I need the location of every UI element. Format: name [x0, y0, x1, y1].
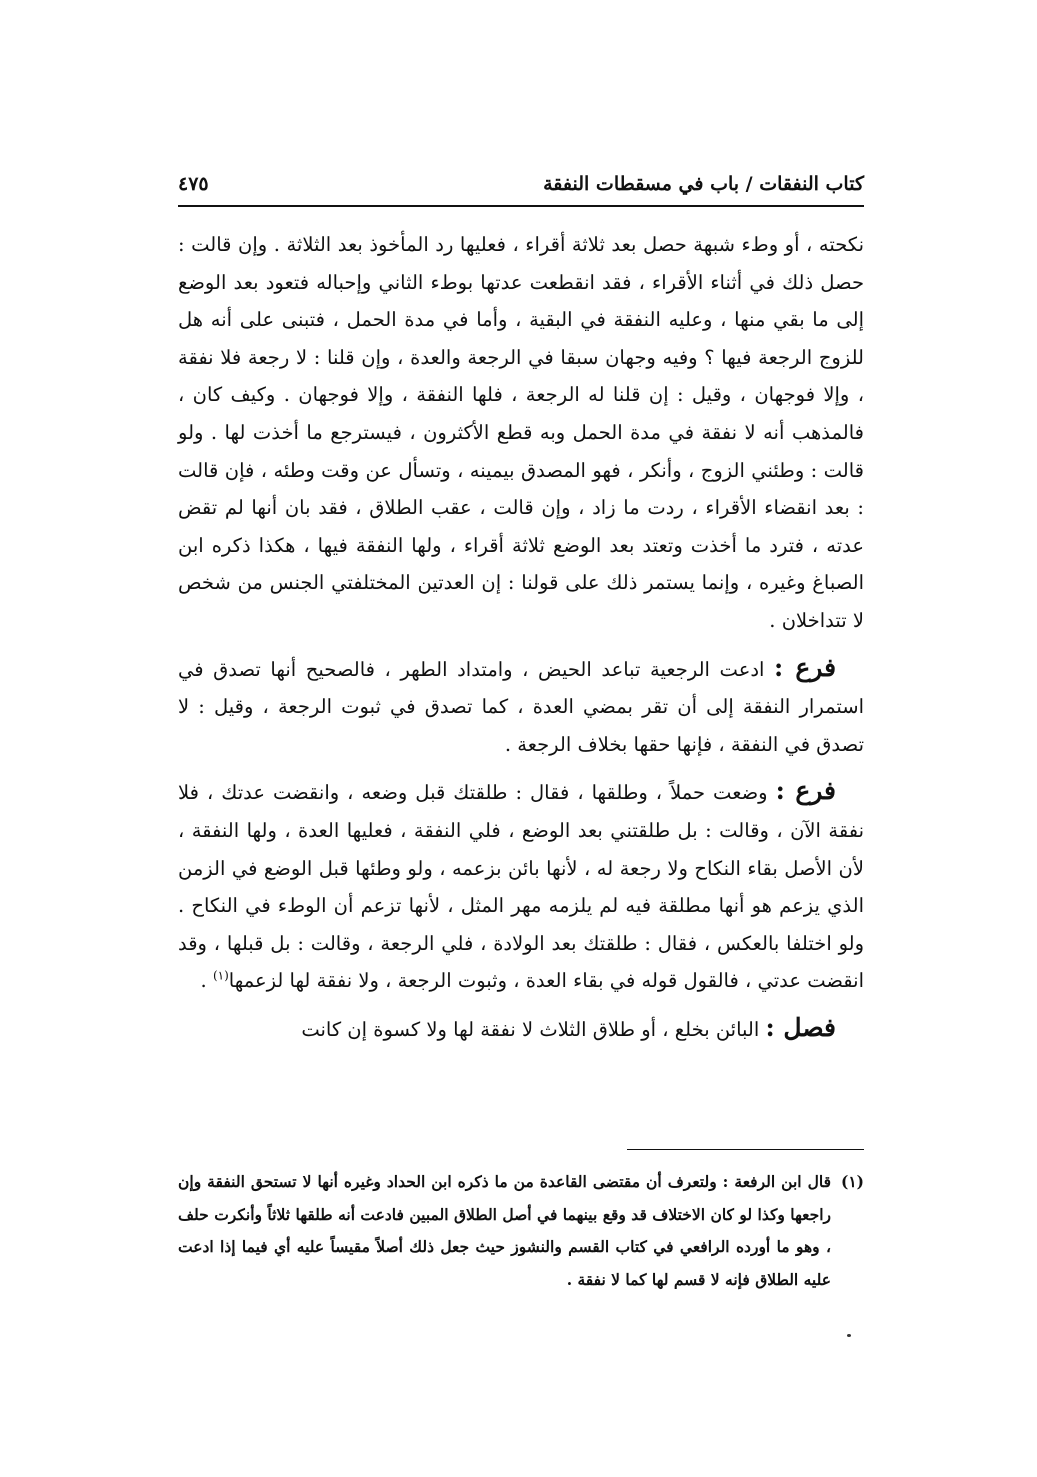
running-title: كتاب النفقات / باب في مسقطات النفقة	[543, 173, 864, 195]
footnote-reference: (١)	[212, 968, 229, 983]
far-heading-1: فرع :	[774, 652, 837, 682]
page-number: ٤٧٥	[178, 173, 209, 195]
paragraph-3-text: وضعت حملاً ، وطلقها ، فقال : طلقتك قبل وضعه ، وانقضت عدتك ، فلا نفقة الآن ، وقالت : بل طلقتني بعد الوضع ، فلي النفقة ، فعليها العدة ، ولها النفقة ، لأن الأصل بقاء النكاح ولا رجعة له ، لأنها بائن بزعمه ، ولو وطئها قبل الوضع في الزمن الذي يزعم هو أنها مطلقة فيه لم يلزمه مهر المثل ، لأنها تزعم أن الوطء في النكاح . ولو اختلفا بالعكس ، فقال : طلقتك بعد الولادة ، فلي الرجعة ، وقالت : بل قبلها ، وقد انقضت عدتي ، فالقول قوله في بقاء العدة ، وثبوت الرجعة ، ولا نفقة لها لزعمها	[178, 781, 864, 993]
paragraph-fasl	[178, 1009, 864, 1049]
footnote-marker: (١)	[840, 1172, 864, 1191]
fasl-heading: فصل :	[765, 1012, 836, 1042]
paragraph-4-text: البائن بخلع ، أو طلاق الثلاث لا نفقة لها ولا كسوة إن كانت	[301, 1017, 760, 1041]
paragraph-far-1	[178, 649, 864, 764]
paragraph-1	[178, 226, 864, 640]
footnotes	[178, 1166, 864, 1296]
footnote-rule	[627, 1149, 864, 1150]
paragraph-2-text: ادعت الرجعية تباعد الحيض ، وامتداد الطهر ، فالصحيح أنها تصدق في استمرار النفقة إلى أن تقر بمضي العدة ، كما تصدق في ثبوت الرجعة ، وقيل : لا تصدق في النفقة ، فإنها حقها بخلاف الرجعة .	[178, 657, 864, 756]
far-heading-2: فرع :	[775, 776, 837, 806]
main-text	[178, 226, 864, 1057]
paragraph-1-text: نكحته ، أو وطء شبهة حصل بعد ثلاثة أقراء ، فعليها رد المأخوذ بعد الثلاثة . وإن قالت : حصل ذلك في أثناء الأقراء ، فقد انقطعت عدتها بوطء الثاني وإحباله فتعود بعد الوضع إلى ما بقي منها ، وعليه النفقة في البقية ، وأما في مدة الحمل ، فتبنى على أنه هل للزوج الرجعة فيها ؟ وفيه وجهان سبقا في الرجعة والعدة ، وإن قلنا : لا رجعة فلا نفقة ، وإلا فوجهان ، وقيل : إن قلنا له الرجعة ، فلها النفقة ، وإلا فوجهان . وكيف كان ، فالمذهب أنه لا نفقة في مدة الحمل وبه قطع الأكثرون ، فيسترجع ما أخذت لها . ولو قالت : وطئني الزوج ، وأنكر ، فهو المصدق بيمينه ، وتسأل عن وقت وطئه ، فإن قالت : بعد انقضاء الأقراء ، ردت ما زاد ، وإن قالت ، عقب الطلاق ، فقد بان أنها لم تقض عدته ، فترد ما أخذت وتعتد بعد الوضع ثلاثة أقراء ، ولها النفقة فيها ، هكذا ذكره ابن الصباغ وغيره ، وإنما يستمر ذلك على قولنا : إن العدتين المختلفتي الجنس من شخص لا تتداخلان .	[178, 233, 864, 632]
paragraph-3-end: .	[200, 969, 213, 993]
page-header	[178, 166, 864, 202]
header-rule	[178, 205, 864, 207]
paragraph-far-2	[178, 772, 864, 1000]
scan-speck	[847, 1334, 851, 1337]
footnote-item	[178, 1166, 864, 1296]
footnote-text: قال ابن الرفعة : ولتعرف أن مقتضى القاعدة من ما ذكره ابن الحداد وغيره أنها لا تستحق النفقة وإن راجعها وكذا لو كان الاختلاف قد وقع بينهما في أصل الطلاق المبين فادعت أنه طلقها ثلاثاً وأنكرت حلف ، وهو ما أورده الرافعي في كتاب القسم والنشوز حيث جعل ذلك أصلاً مقيساً عليه أي فيما إذا ادعت عليه الطلاق فإنه لا قسم لها كما لا نفقة .	[178, 1172, 831, 1289]
